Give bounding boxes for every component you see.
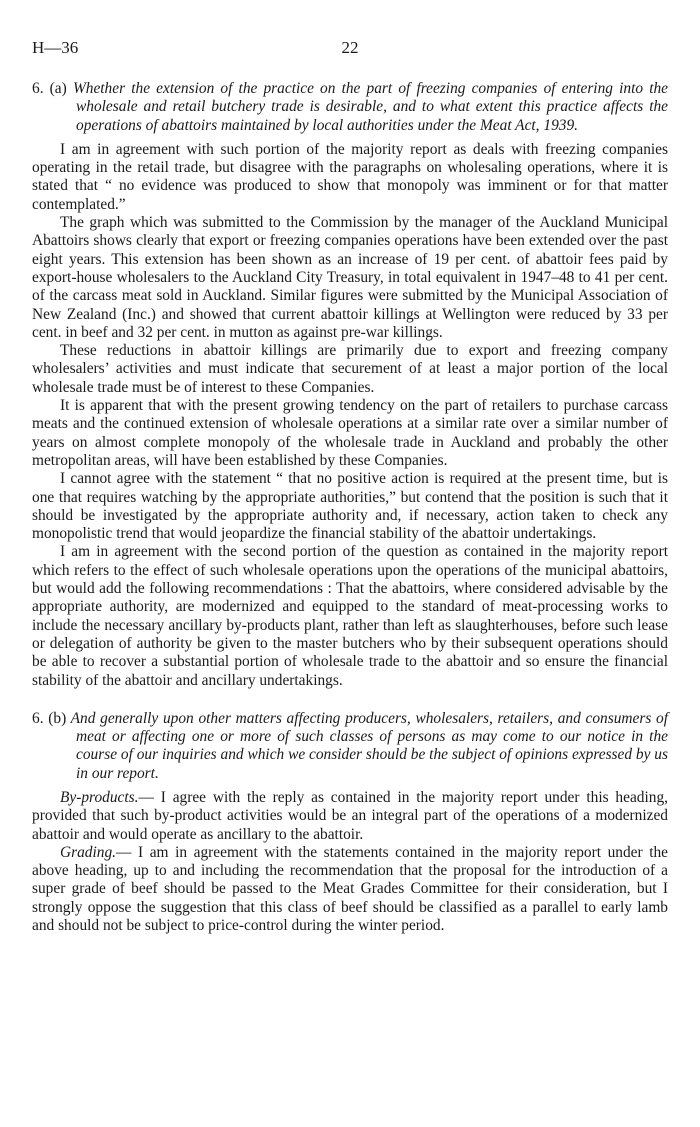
section-6a-number: 6. (a) — [32, 80, 67, 97]
section-6a-paragraph-5: I cannot agree with the statement “ that no positive action is required at the present time, but is one that requires watching by the appropriate authorities,” but contend that the position is such that it should be investigated by the appropriate authority and, if necessary, action taken to check any monopolistic trend that would jeopardize the financial stability of the abattoir undertakings. — [32, 470, 668, 543]
section-6a-paragraph-3: These reductions in abattoir killings are primarily due to export and freezing company wholesalers’ activities and must indicate that securement of at least a major portion of the local wholesale trade must be of interest to these Companies. — [32, 342, 668, 396]
section-6a-paragraph-1: I am in agreement with such portion of the majority report as deals with freezing companies operating in the retail trade, but disagree with the paragraphs on wholesaling operations, where it is stated that “ no evidence was produced to show that monopoly was imminent or for that matter contemplated.” — [32, 140, 668, 213]
section-6b — [32, 710, 668, 936]
page-number: 22 — [341, 38, 359, 57]
by-products-heading: By-products. — [60, 788, 139, 806]
section-6a-paragraph-6: I am in agreement with the second portion of the question as contained in the majority report which refers to the effect of such wholesale operations upon the operations of the municipal abattoirs, but would add the following recommendations : That the abattoirs, where considered advisable by the appropriate authority, are modernized and equipped to the standard of meat-processing works to include the necessary ancillary by-products plant, rather than left as slaughterhouses, before such lease or delegation of authority be given to the master butchers who by their subsequent operations should be able to recover a substantial portion of wholesale trade to the abattoir and so ensure the financial stability of the abattoir and ancillary undertakings. — [32, 543, 668, 689]
page-content — [32, 80, 668, 935]
by-products-text: — I agree with the reply as contained in the majority report under this heading, provided that such by-product activities would be an integral part of the operations of a modernized abattoir and would operate as ancillary to the abattoir. — [32, 788, 668, 843]
section-6b-number: 6. (b) — [32, 709, 67, 727]
section-spacer — [32, 690, 668, 710]
section-6a-paragraph-4: It is apparent that with the present growing tendency on the part of retailers to purchase carcass meats and the continued extension of wholesale operations at a similar rate over a similar number of years on almost complete monopoly of the wholesale trade in Auckland and probably the other metropolitan areas, will have been established by these Companies. — [32, 397, 668, 469]
section-6b-question-text: And generally upon other matters affecting producers, wholesalers, retailers, and consumers of meat or affecting one or more of such classes of persons as may come to our notice in the course of our inquiries and which we consider should be the subject of opinions expressed by us in our report. — [70, 709, 668, 782]
running-header — [32, 38, 668, 60]
grading-paragraph — [32, 844, 668, 935]
section-6a-question — [32, 80, 668, 135]
section-6b-question — [32, 710, 668, 783]
document-reference: H—36 — [32, 38, 79, 57]
by-products-paragraph — [32, 789, 668, 844]
section-6a-question-text: Whether the extension of the practice on the part of freezing companies of entering into the wholesale and retail butchery trade is desirable, and to what extent this practice affects the operations of abattoirs maintained by local authorities under the Meat Act, 1939. — [72, 80, 669, 134]
section-6a — [32, 80, 668, 690]
section-6a-paragraph-2: The graph which was submitted to the Commission by the manager of the Auckland Municipal Abattoirs shows clearly that export or freezing companies operations have been extended over the past eight years. This extension has been shown as an increase of 19 per cent. of abattoir fees paid by export-house wholesalers to the Auckland City Treasury, in total equivalent in 1947–48 to 41 per cent. of the carcass meat sold in Auckland. Similar figures were submitted by the Municipal Association of New Zealand (Inc.) and showed that current abattoir killings at Wellington were reduced by 33 per cent. in beef and 32 per cent. in mutton as against pre-war killings. — [32, 214, 668, 341]
grading-heading: Grading. — [60, 843, 117, 861]
grading-text: — I am in agreement with the statements contained in the majority report under the above heading, up to and including the recommendation that the proposal for the introduction of a super grade of beef should be passed to the Meat Grades Committee for their consideration, but I strongly oppose the suggestion that this class of beef should be classified as a parallel to early lamb and should not be subject to price-control during the winter period. — [32, 843, 668, 935]
